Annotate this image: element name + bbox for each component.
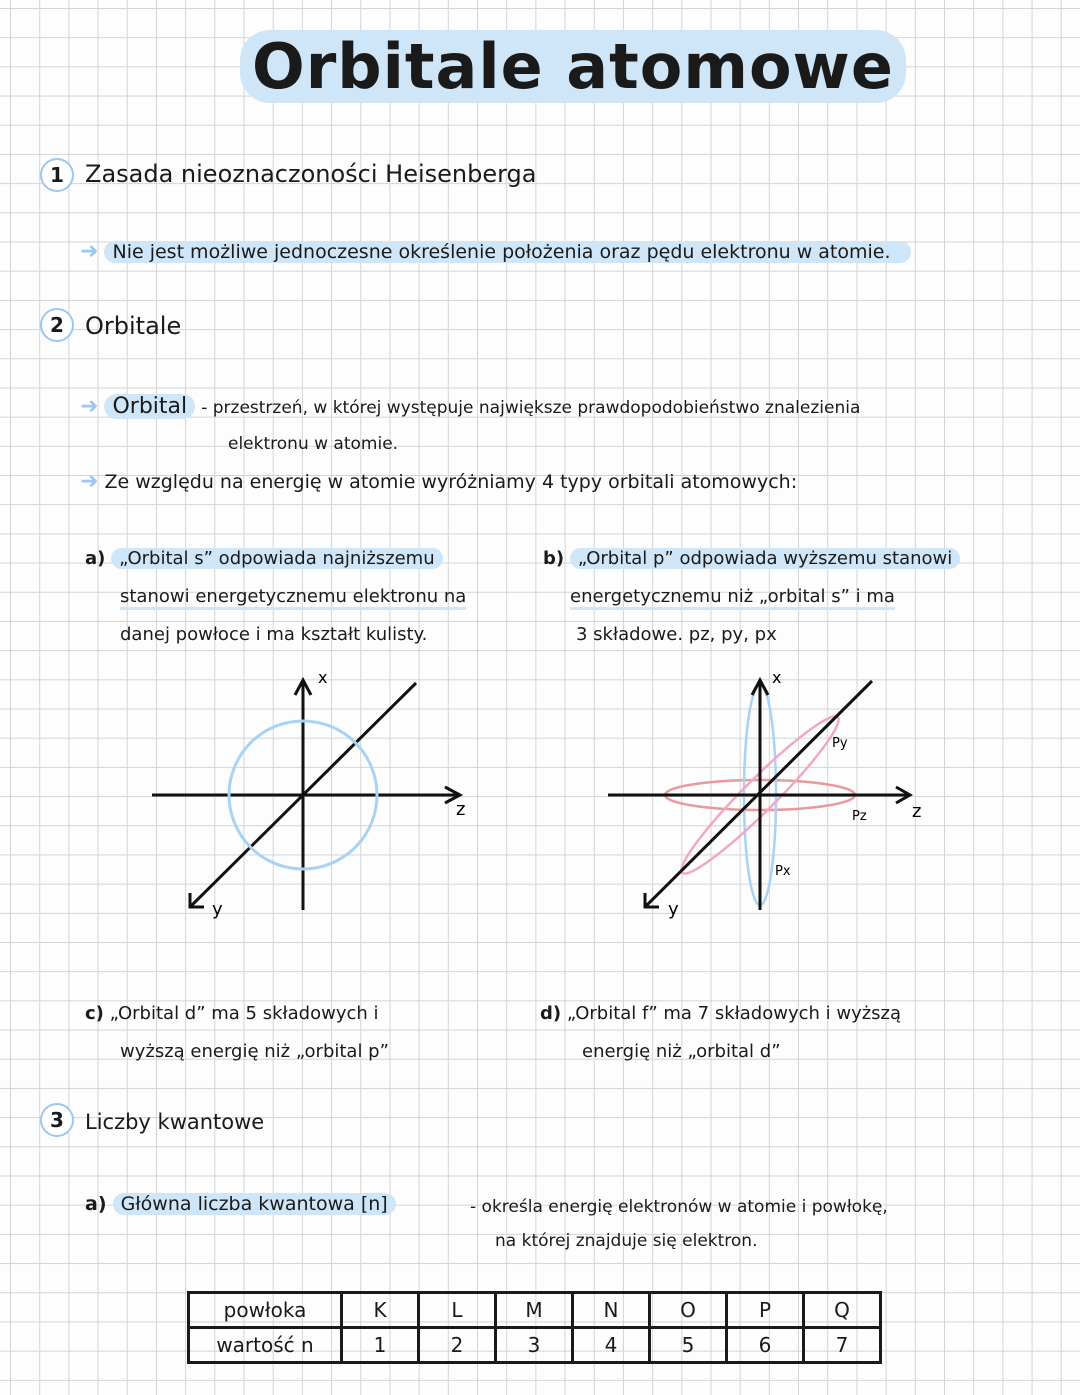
orbital-p-description: b) „Orbital p” odpowiada wyższemu stanowi energetycznemu niż „orbital s” i ma 3 składowe. pz, py, px [543, 540, 960, 654]
section-heading: Orbitale [85, 312, 182, 340]
definition-continued: elektronu w atomie. [228, 434, 399, 454]
section-number: 3 [40, 1103, 74, 1137]
table-row: wartość n 1 2 3 4 5 6 7 [189, 1328, 881, 1363]
orbital-s-description: a) „Orbital s” odpowiada najniższemu stanowi energetycznemu elektronu na danej powłoce i ma kształt kulisty. [85, 548, 467, 645]
orbital-definition: ➜ Orbital - przestrzeń, w której występuje największe prawdopodobieństwo znalezienia [80, 394, 861, 419]
heisenberg-point: ➜ Nie jest możliwe jednoczesne określenie położenia oraz pędu elektronu w atomie. [80, 233, 1025, 271]
svg-text:y: y [668, 899, 679, 920]
p-orbital-diagram [600, 665, 940, 925]
quantum-number-table [187, 1291, 882, 1364]
orbital-f-description: d) „Orbital f” ma 7 składowych i wyższą energię niż „orbital d” [540, 1003, 902, 1062]
arrow-icon: ➜ [80, 394, 99, 419]
section-number: 2 [40, 308, 74, 342]
orbital-types-intro: ➜ Ze względu na energię w atomie wyróżniamy 4 typy orbitali atomowych: [80, 469, 798, 494]
section-heading: Zasada nieoznaczoności Heisenberga [85, 160, 537, 188]
svg-text:Px: Px [775, 864, 791, 879]
arrow-icon: ➜ [80, 469, 99, 494]
svg-text:Py: Py [832, 736, 848, 751]
svg-text:z: z [456, 799, 466, 820]
section-number: 1 [40, 158, 74, 192]
principal-quantum-number: a) Główna liczba kwantowa [n] [85, 1185, 396, 1223]
svg-text:z: z [912, 801, 922, 822]
orbital-d-description: c) „Orbital d” ma 5 składowych i wyższą energię niż „orbital p” [85, 1003, 389, 1062]
svg-text:Pz: Pz [852, 809, 867, 824]
svg-text:y: y [212, 899, 223, 920]
svg-text:x: x [772, 668, 782, 687]
svg-text:x: x [318, 668, 328, 687]
arrow-icon: ➜ [80, 239, 99, 264]
s-orbital-diagram [140, 665, 480, 925]
principal-quantum-desc: - określa energię elektronów w atomie i powłokę, na której znajduje się elektron. [470, 1197, 888, 1251]
section-heading: Liczby kwantowe [85, 1110, 265, 1134]
table-row: powłoka K L M N O P Q [189, 1293, 881, 1328]
page-title: Orbitale atomowe [240, 30, 906, 103]
